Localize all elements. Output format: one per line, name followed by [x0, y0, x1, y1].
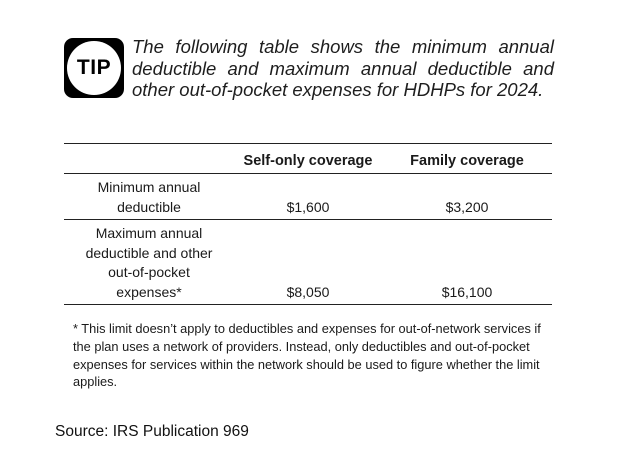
minimum-family-value: $3,200	[382, 174, 552, 220]
tip-text: The following table shows the minimum annual deductible and maximum annual deductible and other out-of-pocket expenses for HDHPs for 2024.	[132, 36, 554, 100]
row-label-minimum: Minimum annual deductible	[64, 174, 234, 220]
hdhp-limits-table	[64, 143, 552, 305]
tip-block	[64, 36, 554, 101]
row-label-maximum: Maximum annual deductible and other out-of-pocket expenses*	[64, 220, 234, 305]
column-header-self-only: Self-only coverage	[234, 144, 382, 174]
minimum-self-only-value: $1,600	[234, 174, 382, 220]
table-footnote: * This limit doesn’t apply to deductibles and expenses for out-of-network services if the plan uses a network of providers. Instead, only deductibles and out-of-pocket expenses for services within the network should be used to figure whether the limit applies.	[73, 321, 541, 390]
maximum-self-only-value: $8,050	[234, 220, 382, 305]
table-row	[64, 220, 552, 305]
maximum-family-value: $16,100	[382, 220, 552, 305]
column-header-family: Family coverage	[382, 144, 552, 174]
table-header-row	[64, 144, 552, 174]
tip-badge: TIP	[67, 41, 121, 95]
table-row	[64, 174, 552, 220]
source-citation: Source: IRS Publication 969	[55, 423, 249, 440]
tip-icon	[64, 38, 124, 98]
column-header-blank	[64, 144, 234, 174]
